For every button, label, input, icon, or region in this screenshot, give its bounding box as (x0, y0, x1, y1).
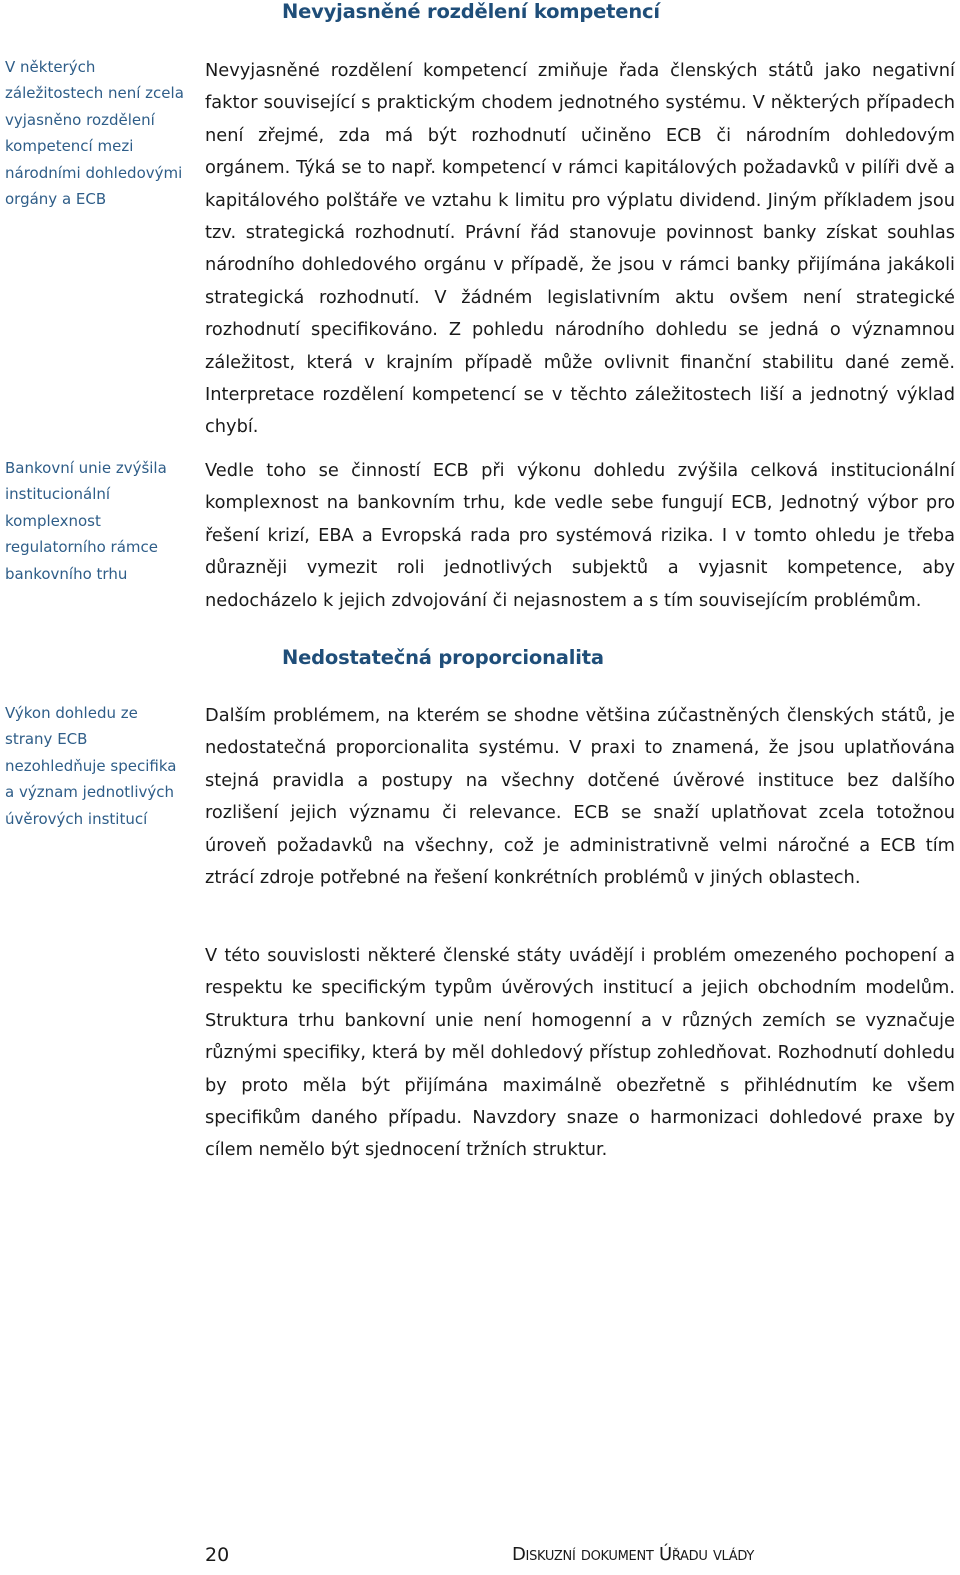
margin-note-competences: V některých záležitostech není zcela vyjasněno rozdělení kompetencí mezi národními dohledovými orgány a ECB (5, 58, 184, 209)
margin-note-proportionality: Výkon dohledu ze strany ECB nezohledňuje specifika a význam jednotlivých úvěrových institucí (5, 704, 177, 828)
paragraph-competences: Nevyjasněné rozdělení kompetencí zmiňuje řada členských států jako negativní faktor související s praktickým chodem jednotného systému. V některých případech není zřejmé, zda má být rozhodnutí učiněno ECB či národním dohledovým orgánem. Týká se to např. kompetencí v rámci kapitálových požadavků v pilíři dvě a kapitálového polštáře ve vztahu k limitu pro výplatu dividend. Jiným příkladem jsou tzv. strategická rozhodnutí. Právní řád stanovuje povinnost banky získat souhlas národního dohledového orgánu v případě, že jsou v rámci banky přijímána jakákoli strategická rozhodnutí. V žádném legislativním aktu ovšem není strategické rozhodnutí specifikováno. Z pohledu národního dohledu se jedná o významnou záležitost, která v krajním případě může ovlivnit finanční stabilitu dané země. Interpretace rozdělení kompetencí se v těchto záležitostech liší a jednotný výklad chybí. (205, 60, 955, 438)
document-title: Diskuzní dokument Úřadu vlády (512, 1544, 755, 1565)
page-number: 20 (205, 1544, 230, 1566)
paragraph-institutional-complexity: Vedle toho se činností ECB při výkonu dohledu zvýšila celková institucionální komplexnost na bankovním trhu, kde vedle sebe fungují ECB, Jednotný výbor pro řešení krizí, EBA a Evropská rada pro systémová rizika. I v tomto ohledu je třeba důrazněji vymezit roli jednotlivých subjektů a vyjasnit kompetence, aby nedocházelo k jejich zdvojování či nejasnostem a s tím souvisejícím problémům. (205, 460, 955, 611)
paragraph-market-specifics: V této souvislosti některé členské státy uvádějí i problém omezeného pochopení a respektu ke specifickým typům úvěrových institucí a jejich obchodním modelům. Struktura trhu bankovní unie není homogenní a v různých zemích se vyznačuje různými specifiky, která by měl dohledový přístup zohledňovat. Rozhodnutí dohledu by proto měla být přijímána maximálně obezřetně s přihlédnutím ke všem specifikům daného případu. Navzdory snaze o harmonizaci dohledové praxe by cílem nemělo být sjednocení tržních struktur. (205, 945, 955, 1161)
section-heading-competences: Nevyjasněné rozdělení kompetencí (282, 0, 660, 23)
paragraph-proportionality: Dalším problémem, na kterém se shodne většina zúčastněných členských států, je nedostatečná proporcionalita systému. V praxi to znamená, že jsou uplatňována stejná pravidla a postupy na všechny dotčené úvěrové instituce bez dalšího rozlišení jejich významu či relevance. ECB se snaží uplatňovat zcela totožnou úroveň požadavků na všechny, což je administrativně velmi náročné a ECB tím ztrácí zdroje potřebné na řešení konkrétních problémů v jiných oblastech. (205, 705, 955, 889)
section-heading-proportionality: Nedostatečná proporcionalita (282, 646, 604, 669)
margin-note-institutional-complexity: Bankovní unie zvýšila institucionální komplexnost regulatorního rámce bankovního trhu (5, 459, 167, 583)
